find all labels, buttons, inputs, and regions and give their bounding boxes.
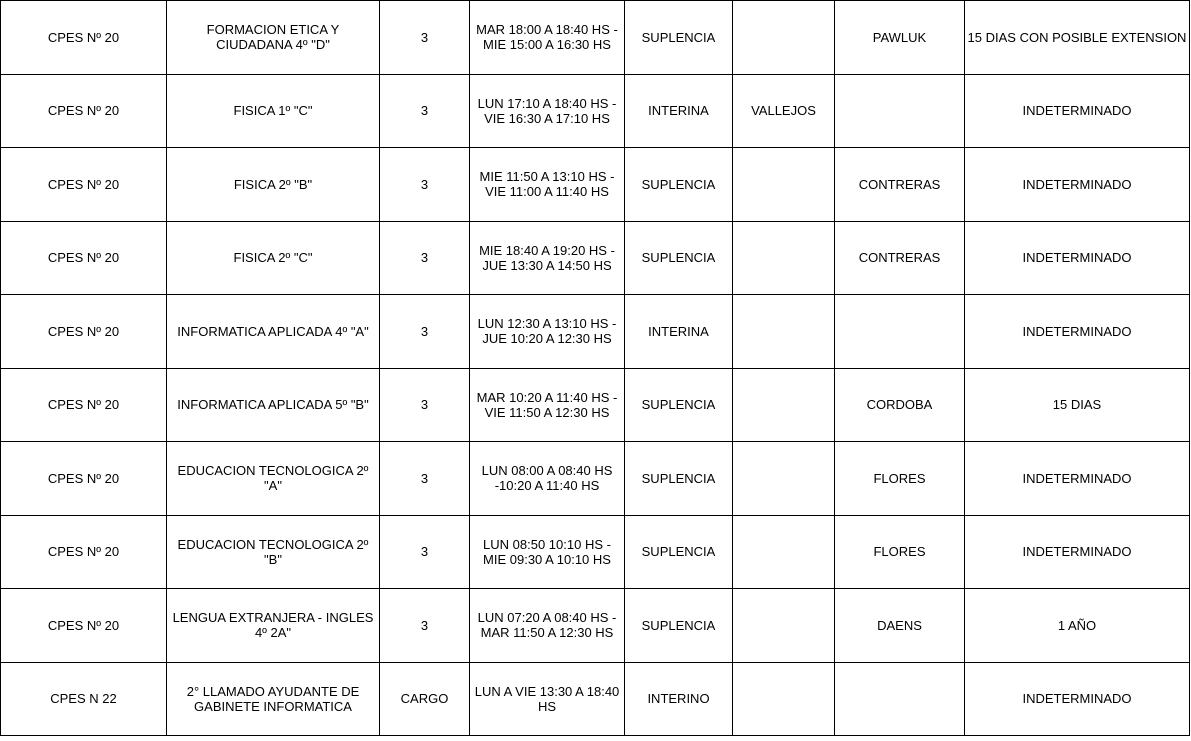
holder-cell [733,515,835,589]
school-cell: CPES Nº 20 [1,515,167,589]
replaced-cell: PAWLUK [835,1,965,75]
type-cell: SUPLENCIA [625,442,733,516]
schedule-cell: LUN 08:50 10:10 HS - MIE 09:30 A 10:10 HS [470,515,625,589]
duration-cell: INDETERMINADO [965,74,1190,148]
schedule-cell: MAR 18:00 A 18:40 HS - MIE 15:00 A 16:30 HS [470,1,625,75]
type-cell: SUPLENCIA [625,1,733,75]
holder-cell [733,589,835,663]
hours-cell: 3 [380,1,470,75]
hours-cell: 3 [380,148,470,222]
hours-cell: 3 [380,221,470,295]
table-row [1,368,1190,442]
table-row [1,662,1190,736]
replaced-cell [835,662,965,736]
school-cell: CPES Nº 20 [1,295,167,369]
subject-cell: INFORMATICA APLICADA 4º "A" [167,295,380,369]
table-row [1,442,1190,516]
subject-cell: FISICA 2º "B" [167,148,380,222]
type-cell: SUPLENCIA [625,148,733,222]
type-cell: INTERINA [625,295,733,369]
table-row [1,74,1190,148]
subject-cell: LENGUA EXTRANJERA - INGLES 4º 2A" [167,589,380,663]
replaced-cell: FLORES [835,515,965,589]
hours-cell: 3 [380,74,470,148]
holder-cell [733,221,835,295]
schedule-cell: MIE 11:50 A 13:10 HS - VIE 11:00 A 11:40 HS [470,148,625,222]
school-cell: CPES Nº 20 [1,1,167,75]
schedule-cell: MAR 10:20 A 11:40 HS - VIE 11:50 A 12:30 HS [470,368,625,442]
hours-cell: 3 [380,515,470,589]
schedule-cell: LUN A VIE 13:30 A 18:40 HS [470,662,625,736]
replaced-cell [835,295,965,369]
school-cell: CPES Nº 20 [1,589,167,663]
subject-cell: FISICA 2º "C" [167,221,380,295]
duration-cell: INDETERMINADO [965,148,1190,222]
replaced-cell: DAENS [835,589,965,663]
table-row [1,515,1190,589]
subject-cell: FORMACION ETICA Y CIUDADANA 4º "D" [167,1,380,75]
type-cell: SUPLENCIA [625,515,733,589]
table-row [1,148,1190,222]
duration-cell: INDETERMINADO [965,442,1190,516]
subject-cell: INFORMATICA APLICADA 5º "B" [167,368,380,442]
school-cell: CPES Nº 20 [1,221,167,295]
schedule-cell: LUN 08:00 A 08:40 HS -10:20 A 11:40 HS [470,442,625,516]
subject-cell: 2° LLAMADO AYUDANTE DE GABINETE INFORMATICA [167,662,380,736]
hours-cell: 3 [380,368,470,442]
replaced-cell: CONTRERAS [835,221,965,295]
subject-cell: EDUCACION TECNOLOGICA 2º "B" [167,515,380,589]
subject-cell: FISICA 1º "C" [167,74,380,148]
table-row [1,589,1190,663]
type-cell: SUPLENCIA [625,221,733,295]
holder-cell: VALLEJOS [733,74,835,148]
type-cell: INTERINA [625,74,733,148]
holder-cell [733,662,835,736]
hours-cell: 3 [380,589,470,663]
type-cell: SUPLENCIA [625,589,733,663]
duration-cell: 15 DIAS [965,368,1190,442]
schedule-cell: MIE 18:40 A 19:20 HS - JUE 13:30 A 14:50 HS [470,221,625,295]
replaced-cell: CORDOBA [835,368,965,442]
duration-cell: INDETERMINADO [965,662,1190,736]
replaced-cell: CONTRERAS [835,148,965,222]
schedule-cell: LUN 12:30 A 13:10 HS - JUE 10:20 A 12:30 HS [470,295,625,369]
holder-cell [733,368,835,442]
hours-cell: 3 [380,442,470,516]
holder-cell [733,1,835,75]
duration-cell: INDETERMINADO [965,295,1190,369]
school-cell: CPES N 22 [1,662,167,736]
table-row [1,221,1190,295]
duration-cell: INDETERMINADO [965,221,1190,295]
holder-cell [733,148,835,222]
school-cell: CPES Nº 20 [1,148,167,222]
duration-cell: 1 AÑO [965,589,1190,663]
holder-cell [733,442,835,516]
school-cell: CPES Nº 20 [1,442,167,516]
table-row [1,1,1190,75]
replaced-cell [835,74,965,148]
schedule-cell: LUN 07:20 A 08:40 HS - MAR 11:50 A 12:30 HS [470,589,625,663]
type-cell: SUPLENCIA [625,368,733,442]
schedule-cell: LUN 17:10 A 18:40 HS - VIE 16:30 A 17:10 HS [470,74,625,148]
subject-cell: EDUCACION TECNOLOGICA 2º "A" [167,442,380,516]
hours-cell: 3 [380,295,470,369]
table-row [1,295,1190,369]
school-cell: CPES Nº 20 [1,74,167,148]
replaced-cell: FLORES [835,442,965,516]
school-cell: CPES Nº 20 [1,368,167,442]
holder-cell [733,295,835,369]
duration-cell: 15 DIAS CON POSIBLE EXTENSION [965,1,1190,75]
hours-cell: CARGO [380,662,470,736]
type-cell: INTERINO [625,662,733,736]
duration-cell: INDETERMINADO [965,515,1190,589]
